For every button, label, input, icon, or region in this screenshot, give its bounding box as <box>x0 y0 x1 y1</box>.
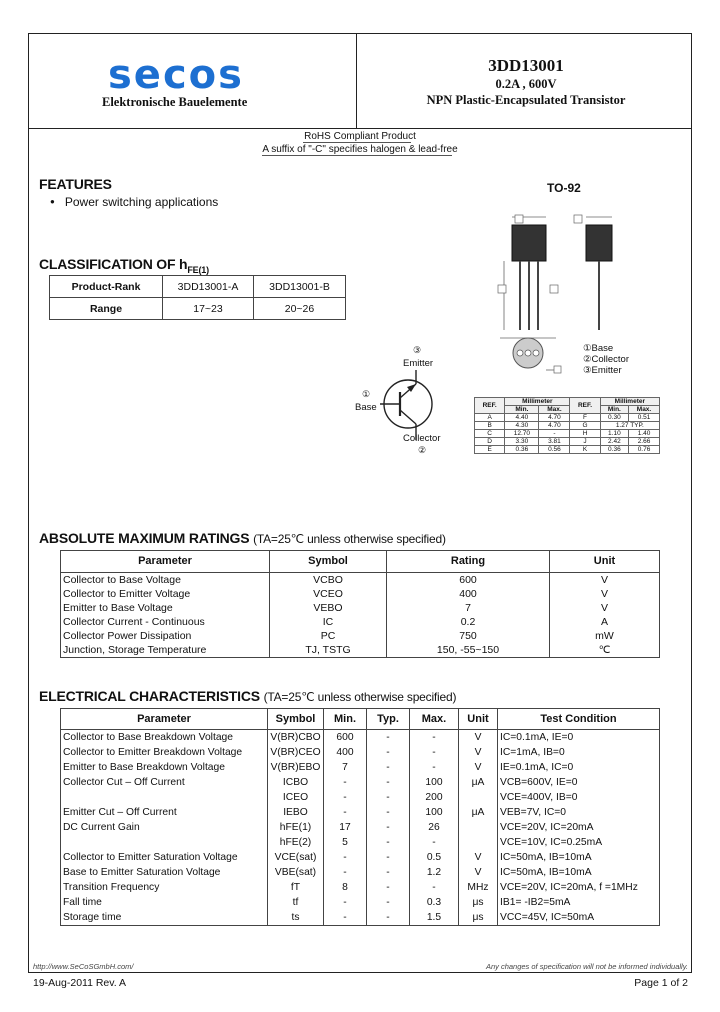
part-description: NPN Plastic-Encapsulated Transistor <box>426 93 626 107</box>
suffix-note: A suffix of "-C" specifies halogen & lead-free <box>262 144 458 155</box>
part-rating: 0.2A , 600V <box>495 77 557 91</box>
pin-emitter: ③Emitter <box>583 365 622 376</box>
emitter-pin-number: ③ <box>413 345 422 355</box>
table-row: A 4.40 4.70 F 0.30 0.51 <box>475 414 660 422</box>
base-label: Base <box>355 402 377 413</box>
rohs-underline <box>303 142 411 143</box>
table-row: Emitter to Base Breakdown Voltage V(BR)EBO 7 - - V IE=0.1mA, IC=0 <box>61 760 660 775</box>
table-row <box>50 276 346 298</box>
pin-base: ①Base <box>583 343 614 354</box>
pin-collector: ②Collector <box>583 354 630 365</box>
abs-max-title: ABSOLUTE MAXIMUM RATINGS (TA=25℃ unless otherwise specified) <box>39 530 446 546</box>
table-row: Collector to Base Breakdown Voltage V(BR)CBO 600 - - V IC=0.1mA, IE=0 <box>61 730 660 746</box>
rohs-note: RoHS Compliant Product <box>304 131 416 142</box>
table-row: Collector to Emitter Voltage VCEO 400 V <box>61 587 660 601</box>
collector-label: Collector <box>403 433 441 444</box>
features-title: FEATURES <box>39 176 112 192</box>
classification-title: CLASSIFICATION OF $h_{FE(1)}$ <box>39 256 209 275</box>
table-row: Transition Frequency fT 8 - - MHz VCE=20V, IC=20mA, f =1MHz <box>61 880 660 895</box>
table-row: Collector to Base Voltage VCBO 600 V <box>61 573 660 588</box>
table-row: Collector Cut – Off Current ICBO - - 100 μA VCB=600V, IE=0 <box>61 775 660 790</box>
table-row: C 12.70 - H 1.10 1.40 <box>475 430 660 438</box>
package-name: TO-92 <box>547 181 581 195</box>
table-row: Collector Power Dissipation PC 750 mW <box>61 629 660 643</box>
electrical-table <box>60 708 660 926</box>
dimension-table <box>474 397 660 454</box>
page-number: Page 1 of 2 <box>634 977 688 989</box>
table-row: Junction, Storage Temperature TJ, TSTG 150, -55~150 ℃ <box>61 643 660 658</box>
table-row: hFE(2) 5 - - VCE=10V, IC=0.25mA <box>61 835 660 850</box>
table-row: Fall time tf - - 0.3 μs IB1= -IB2=5mA <box>61 895 660 910</box>
cell: Product-Rank <box>50 276 163 298</box>
table-row: Collector to Emitter Saturation Voltage VCE(sat) - - 0.5 V IC=50mA, IB=10mA <box>61 850 660 865</box>
table-row: DC Current Gain hFE(1) 17 - 26 VCE=20V, IC=20mA <box>61 820 660 835</box>
cell: 17~23 <box>163 298 254 320</box>
table-row: Collector Current - Continuous IC 0.2 A <box>61 615 660 629</box>
table-row: ICEO - - 200 VCE=400V, IB=0 <box>61 790 660 805</box>
table-row: Base to Emitter Saturation Voltage VBE(sat) - - 1.2 V IC=50mA, IB=10mA <box>61 865 660 880</box>
table-header-row: Parameter Symbol Rating Unit <box>61 551 660 573</box>
header-divider <box>28 128 692 129</box>
collector-pin-number: ② <box>418 445 427 455</box>
table-row: E 0.36 0.56 K 0.36 0.76 <box>475 446 660 454</box>
table-row: REF. Millimeter REF. Millimeter <box>475 398 660 406</box>
cell: Range <box>50 298 163 320</box>
pinout-legend <box>583 343 629 376</box>
table-row: B 4.30 4.70 G 1.27 TYP. <box>475 422 660 430</box>
footer-url[interactable]: http://www.SeCoSGmbH.com/ <box>33 962 134 971</box>
table-row: Collector to Emitter Breakdown Voltage V(BR)CEO 400 - - V IC=1mA, IB=0 <box>61 745 660 760</box>
company-logo: secos <box>108 52 244 98</box>
logo-subtitle: Elektronische Bauelemente <box>102 95 248 109</box>
table-row: Emitter to Base Voltage VEBO 7 V <box>61 601 660 615</box>
table-row: D 3.30 3.81 J 2.42 2.66 <box>475 438 660 446</box>
emitter-label: Emitter <box>403 358 434 369</box>
cell: 20~26 <box>254 298 346 320</box>
cell: 3DD13001-B <box>254 276 346 298</box>
suffix-underline <box>262 155 452 156</box>
table-row: Min. Max. Min. Max. <box>475 406 660 414</box>
table-row: Emitter Cut – Off Current IEBO - - 100 μA VEB=7V, IC=0 <box>61 805 660 820</box>
bullet-icon: ● <box>50 197 55 206</box>
footer-disclaimer: Any changes of specification will not be informed individually. <box>485 962 688 971</box>
package-body-side <box>586 225 612 261</box>
package-body-front <box>512 225 546 261</box>
revision-date: 19-Aug-2011 Rev. A <box>33 977 127 989</box>
base-pin-number: ① <box>362 389 371 399</box>
classification-table <box>49 275 346 320</box>
abs-max-table <box>60 550 660 658</box>
cell: 3DD13001-A <box>163 276 254 298</box>
features-list <box>50 195 218 209</box>
part-number: 3DD13001 <box>488 56 564 75</box>
feature-item: Power switching applications <box>64 195 219 209</box>
header-vertical-divider <box>356 33 357 128</box>
npn-transistor-symbol <box>380 370 450 440</box>
table-row: Storage time ts - - 1.5 μs VCC=45V, IC=50mA <box>61 910 660 926</box>
table-header-row: Parameter Symbol Min. Typ. Max. Unit Test Condition <box>61 709 660 730</box>
electrical-title: ELECTRICAL CHARACTERISTICS (TA=25℃ unless otherwise specified) <box>39 688 457 704</box>
table-row <box>50 298 346 320</box>
